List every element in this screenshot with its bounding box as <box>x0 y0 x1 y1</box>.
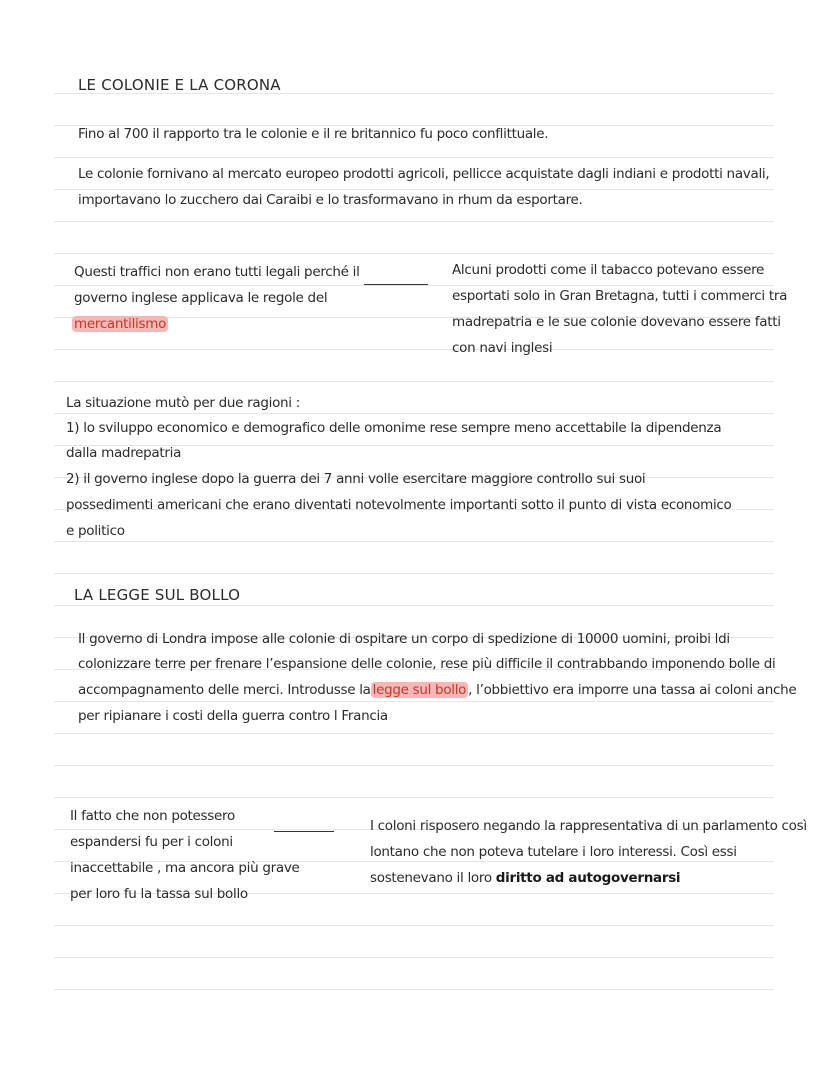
right-note-line: Alcuni prodotti come il tabacco potevano essere <box>452 262 765 278</box>
line-text: accompagnamento delle merci. Introdusse la <box>78 682 371 698</box>
connector-line <box>364 284 428 285</box>
paragraph-line: colonizzare terre per frenare l’espansione delle colonie, rese più difficile il contrabbando imponendo bolle di <box>78 656 776 672</box>
left-note-line: espandersi fu per i coloni <box>70 834 233 850</box>
reasons-line: dalla madrepatria <box>66 445 182 461</box>
paragraph-line: Le colonie fornivano al mercato europeo prodotti agricoli, pellicce acquistate dagli indiani e prodotti navali, <box>78 166 770 182</box>
right-note-line-with-bold <box>370 865 680 891</box>
reasons-line: e politico <box>66 523 125 539</box>
paragraph-line: importavano lo zucchero dai Caraibi e lo trasformavano in rhum da esportare. <box>78 192 583 208</box>
reasons-line: La situazione mutò per due ragioni : <box>66 395 300 411</box>
right-note-line: esportati solo in Gran Bretagna, tutti i commerci tra <box>452 288 788 304</box>
line-text: sostenevano il loro <box>370 870 492 886</box>
intro-text: Fino al 700 il rapporto tra le colonie e il re britannico fu poco conflittuale. <box>78 126 549 142</box>
reasons-line: possedimenti americani che erano diventati notevolmente importanti sotto il punto di vista economico <box>66 497 732 513</box>
right-note-line: lontano che non poteva tutelare i loro interessi. Così essi <box>370 844 737 860</box>
paragraph-line-with-highlight <box>78 677 796 703</box>
connector-line <box>274 831 334 832</box>
left-note-line: Questi traffici non erano tutti legali perché il <box>74 264 360 280</box>
bold-term: diritto ad autogovernarsi <box>495 870 681 886</box>
left-note-line: Il fatto che non potessero <box>70 808 235 824</box>
mercantilismo-highlight <box>72 311 168 337</box>
reasons-line: 1) lo sviluppo economico e demografico delle omonime rese sempre meno accettabile la dipendenza <box>66 420 722 436</box>
right-note-line: madrepatria e le sue colonie dovevano essere fatti <box>452 314 781 330</box>
line-text: , l’obbiettivo era imporre una tassa ai coloni anche <box>468 682 797 698</box>
section-title-bollo: LA LEGGE SUL BOLLO <box>74 586 241 604</box>
paragraph-line: Il governo di Londra impose alle colonie di ospitare un corpo di spedizione di 10000 uomini, proibi ldi <box>78 631 730 647</box>
left-note-line: per loro fu la tassa sul bollo <box>70 886 248 902</box>
highlighted-term: mercantilismo <box>74 316 167 332</box>
right-note-line: con navi inglesi <box>452 340 553 356</box>
paragraph-line: per ripianare i costi della guerra contro l Francia <box>78 708 388 724</box>
left-note-line: governo inglese applicava le regole del <box>74 290 328 306</box>
left-note-line: inaccettabile , ma ancora più grave <box>70 860 300 876</box>
highlighted-term: legge sul bollo <box>372 682 467 698</box>
right-note-line: I coloni risposero negando la rappresentativa di un parlamento così <box>370 818 807 834</box>
section-title-colonie: LE COLONIE E LA CORONA <box>78 76 281 94</box>
reasons-line: 2) il governo inglese dopo la guerra dei 7 anni volle esercitare maggiore controllo sui suoi <box>66 471 646 487</box>
